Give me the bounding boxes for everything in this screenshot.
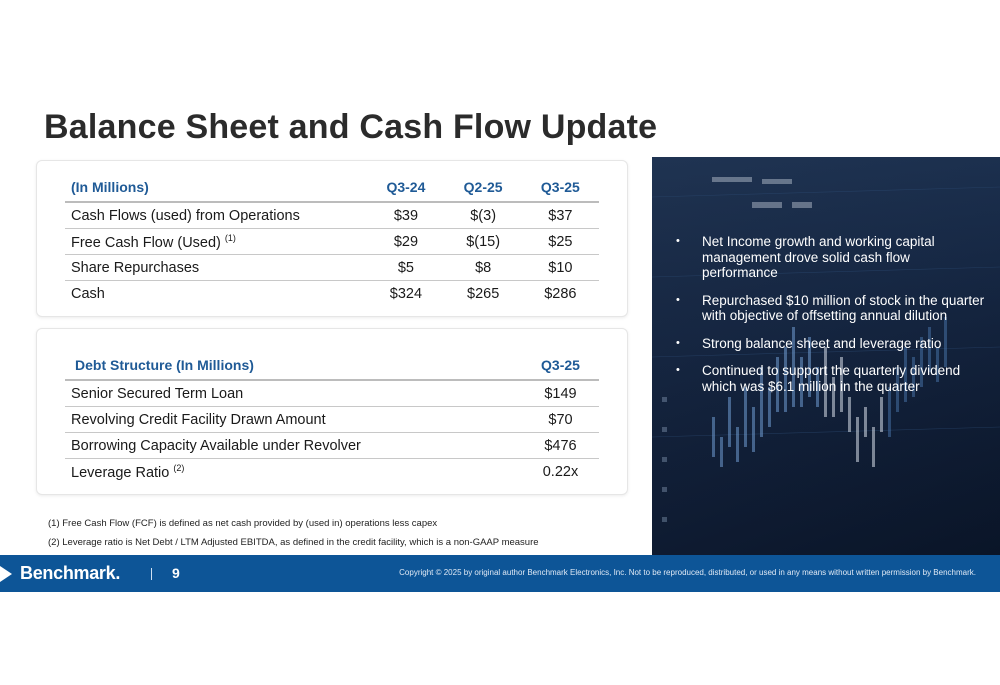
- cell-value: $265: [467, 285, 500, 302]
- cell-value: $286: [544, 285, 577, 302]
- company-logo: Benchmark.: [20, 563, 121, 583]
- column-header-q2-25: Q2-25: [445, 173, 522, 202]
- page-title: Balance Sheet and Cash Flow Update: [44, 108, 658, 146]
- debt-header-row: [65, 351, 599, 380]
- cell-value: $149: [522, 380, 599, 407]
- table-row: [65, 229, 599, 255]
- cell-value: $29: [367, 229, 444, 255]
- page-number: 9: [172, 565, 180, 581]
- cell-value: $476: [522, 433, 599, 459]
- row-label: Share Repurchases: [65, 255, 367, 281]
- footer-divider: [151, 568, 152, 580]
- row-label: Revolving Credit Facility Drawn Amount: [65, 407, 522, 433]
- copyright-notice: Copyright © 2025 by original author Benchmark Electronics, Inc. Not to be reproduced, distributed, or used in any means without written permission by Benchmark.: [399, 568, 976, 577]
- cell-value: $324: [389, 285, 423, 302]
- row-label: Free Cash Flow (Used) $^{(1)}$: [65, 229, 367, 255]
- cash-flow-header-row: [65, 173, 599, 202]
- footnotes: [48, 514, 539, 552]
- debt-structure-card: [36, 328, 628, 495]
- table-row: [65, 407, 599, 433]
- debt-header-label: Debt Structure (In Millions): [65, 351, 522, 380]
- list-item: • Net Income growth and working capital management drove solid cash flow performance: [676, 234, 986, 281]
- column-header-q3-25: Q3-25: [522, 173, 599, 202]
- table-row: [65, 202, 599, 229]
- key-points-list: [676, 234, 986, 406]
- cell-value: $70: [522, 407, 599, 433]
- cash-flow-card: [36, 160, 628, 317]
- table-row: [65, 433, 599, 459]
- list-item: • Repurchased $10 million of stock in the quarter with objective of offsetting annual dilution: [676, 293, 986, 324]
- footer-bar: [0, 555, 1000, 592]
- list-item: • Strong balance sheet and leverage ratio: [676, 336, 986, 352]
- row-label: Cash Flows (used) from Operations: [65, 202, 367, 229]
- footnote-1: (1) Free Cash Flow (FCF) is defined as net cash provided by (used in) operations less capex: [48, 518, 438, 529]
- column-header-q3-25: Q3-25: [522, 351, 599, 380]
- cell-value: $(15): [445, 229, 522, 255]
- row-label: Borrowing Capacity Available under Revolver: [65, 433, 522, 459]
- list-item: • Continued to support the quarterly dividend which was $6.1 million in the quarter: [676, 363, 986, 394]
- footnote-ref: (2): [173, 462, 185, 473]
- table-row: [65, 380, 599, 407]
- column-header-q3-24: Q3-24: [367, 173, 444, 202]
- cell-value: $(3): [445, 202, 522, 229]
- footnote-ref: (1): [224, 232, 236, 243]
- row-label: Senior Secured Term Loan: [65, 380, 522, 407]
- cell-value: $37: [522, 202, 599, 229]
- row-label: Leverage Ratio $^{(2)}$: [71, 462, 185, 481]
- cell-value: $39: [367, 202, 444, 229]
- cell-value: $10: [522, 255, 599, 281]
- debt-structure-table: [65, 351, 599, 484]
- row-label: Cash: [71, 285, 105, 302]
- table-row: [65, 255, 599, 281]
- cell-value: 0.22x: [542, 463, 579, 480]
- cash-flow-header-label: (In Millions): [65, 173, 367, 202]
- table-row: [65, 281, 599, 307]
- table-row: [65, 459, 599, 485]
- cell-value: $25: [522, 229, 599, 255]
- cell-value: $5: [367, 255, 444, 281]
- cell-value: $8: [445, 255, 522, 281]
- footnote-2: (2) Leverage ratio is Net Debt / LTM Adjusted EBITDA, as defined in the credit facility, which is a non-GAAP measure: [48, 537, 539, 548]
- cash-flow-table: [65, 173, 599, 306]
- chevron-logo-icon: [0, 566, 12, 582]
